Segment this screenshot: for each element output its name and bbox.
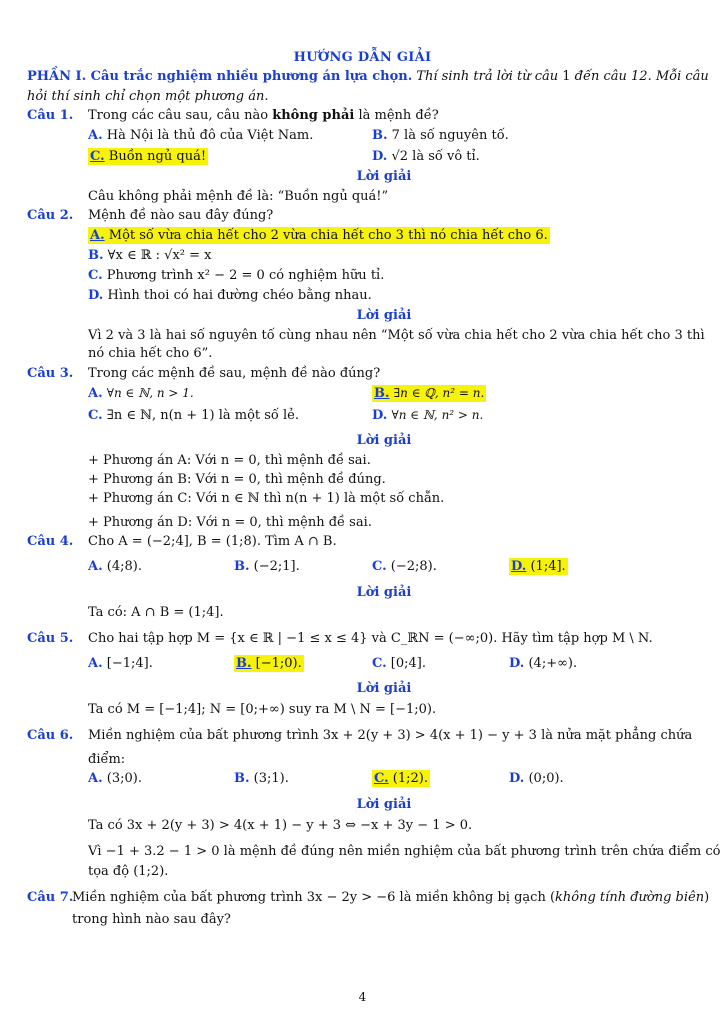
question-6-stem-line1: Miền nghiệm của bất phương trình 3x + 2(y + 3) > 4(x + 1) − y + 3 là nửa mặt phẳng chứa	[88, 728, 693, 743]
q5-option-d: D. (4;+∞).	[509, 656, 578, 671]
q3-option-b: B. ∃n ∈ ℚ, n² = n.	[374, 386, 485, 401]
question-5-stem: Cho hai tập hợp M = {x ∈ ℝ | −1 ≤ x ≤ 4} và C_ℝN = (−∞;0). Hãy tìm tập hợp M \ N.	[88, 631, 653, 646]
q4-option-d: D. (1;4].	[511, 559, 566, 574]
q3-option-b-text: ∃n ∈ ℚ, n² = n.	[393, 386, 485, 400]
q1-option-a-text: Hà Nội là thủ đô của Việt Nam.	[106, 128, 314, 143]
question-6-stem-line2: điểm:	[88, 752, 126, 767]
q6-option-d: D. (0;0).	[509, 771, 564, 786]
q1-stem-a: Trong các câu sau, câu nào	[88, 108, 273, 123]
q1-option-d: D. √2 là số vô tỉ.	[372, 149, 480, 164]
q3-solution-c: + Phương án C: Với n ∈ ℕ thì n(n + 1) là một số chẵn.	[88, 491, 445, 506]
question-3-number: Câu 3.	[27, 366, 74, 381]
q2-option-c: C. Phương trình x² − 2 = 0 có nghiệm hữu tỉ.	[88, 268, 385, 283]
q6-solution-line3: tọa độ (1;2).	[88, 864, 169, 879]
q3-option-a-text: ∀n ∈ ℕ, n > 1.	[106, 386, 194, 400]
q6-solution-label: Lời giải	[356, 797, 412, 812]
q1-solution-label: Lời giải	[356, 169, 412, 184]
q6-option-c-text: (1;2).	[392, 771, 428, 786]
q6-option-a: A. (3;0).	[88, 771, 142, 786]
q4-option-a: A. (4;8).	[88, 559, 142, 574]
q5-solution-text: Ta có M = [−1;4]; N = [0;+∞) suy ra M \ N = [−1;0).	[88, 702, 437, 717]
part-label: PHẦN I. Câu trắc nghiệm nhiều phương án lựa chọn.	[27, 69, 413, 84]
q5-option-a-text: [−1;4].	[106, 656, 153, 671]
q1-solution-text: Câu không phải mệnh đề là: “Buồn ngủ quá!”	[88, 189, 389, 204]
q5-option-c: C. [0;4].	[372, 656, 426, 671]
q4-option-c: C. (−2;8).	[372, 559, 437, 574]
q2-option-d: D. Hình thoi có hai đường chéo bằng nhau.	[88, 288, 372, 303]
q2-option-a: A. Một số vừa chia hết cho 2 vừa chia hết cho 3 thì nó chia hết cho 6.	[90, 228, 548, 243]
question-1-number: Câu 1.	[27, 108, 74, 123]
q3-option-d-text: ∀n ∈ ℕ, n² > n.	[391, 408, 484, 422]
question-7-stem-line2: trong hình nào sau đây?	[72, 912, 231, 927]
part-instruction-line2: hỏi thí sinh chỉ chọn một phương án.	[27, 89, 269, 104]
q7-stem-a: Miền nghiệm của bất phương trình 3x − 2y > −6 là miền không bị gạch (	[72, 890, 556, 905]
q1-stem-bold: không phải	[272, 108, 355, 123]
q1-option-d-text: √2 là số vô tỉ.	[391, 149, 480, 164]
q2-solution-line1: Vì 2 và 3 là hai số nguyên tố cùng nhau nên “Một số vừa chia hết cho 2 vừa chia hết cho 3 thì	[88, 328, 705, 343]
q4-option-c-text: (−2;8).	[390, 559, 437, 574]
q3-solution-a: + Phương án A: Với n = 0, thì mệnh đề sai.	[88, 453, 371, 468]
page-number: 4	[358, 990, 367, 1004]
part-to: đến câu 12. Mỗi câu	[570, 69, 709, 84]
q3-option-a: A. ∀n ∈ ℕ, n > 1.	[88, 386, 194, 401]
q4-option-b-text: (−2;1].	[253, 559, 300, 574]
q5-option-a: A. [−1;4].	[88, 656, 153, 671]
q2-solution-line2: nó chia hết cho 6”.	[88, 346, 213, 361]
question-6-number: Câu 6.	[27, 728, 74, 743]
q6-option-c: C. (1;2).	[374, 771, 428, 786]
q1-option-b-text: 7 là số nguyên tố.	[391, 128, 509, 143]
q5-option-b: B. [−1;0).	[236, 656, 302, 671]
q1-stem-c: là mệnh đề?	[354, 108, 439, 123]
q4-option-d-text: (1;4].	[530, 559, 566, 574]
q4-option-a-text: (4;8).	[106, 559, 142, 574]
page-title: HƯỚNG DẪN GIẢI	[293, 50, 432, 65]
q7-stem-c: )	[704, 890, 710, 905]
q6-option-a-text: (3;0).	[106, 771, 142, 786]
q1-option-c-text: Buồn ngủ quá!	[108, 149, 207, 164]
q5-option-d-text: (4;+∞).	[528, 656, 578, 671]
q6-option-d-text: (0;0).	[528, 771, 564, 786]
q4-option-b: B. (−2;1].	[234, 559, 300, 574]
question-7-stem-line1	[72, 889, 709, 906]
q3-solution-d: + Phương án D: Với n = 0, thì mệnh đề sai.	[88, 515, 372, 530]
question-4-stem: Cho A = (−2;4], B = (1;8). Tìm A ∩ B.	[88, 534, 337, 549]
q4-solution-text: Ta có: A ∩ B = (1;4].	[88, 605, 224, 620]
q2-option-b-text: ∀x ∈ ℝ : √x² = x	[107, 248, 212, 263]
q3-solution-b: + Phương án B: Với n = 0, thì mệnh đề đúng.	[88, 472, 386, 487]
q6-option-b: B. (3;1).	[234, 771, 289, 786]
part-from: 1	[562, 69, 571, 84]
question-5-number: Câu 5.	[27, 631, 74, 646]
q2-option-b: B. ∀x ∈ ℝ : √x² = x	[88, 248, 212, 263]
q1-option-c: C. Buồn ngủ quá!	[90, 149, 207, 164]
question-7-number: Câu 7.	[27, 890, 74, 905]
q1-option-a: A. Hà Nội là thủ đô của Việt Nam.	[88, 128, 314, 143]
part-header	[27, 68, 709, 85]
q2-solution-label: Lời giải	[356, 308, 412, 323]
q5-option-b-text: [−1;0).	[255, 656, 302, 671]
q6-solution-line1: Ta có 3x + 2(y + 3) > 4(x + 1) − y + 3 ⇔ −x + 3y − 1 > 0.	[88, 818, 473, 833]
part-instruction: Thí sinh trả lời từ câu	[412, 69, 563, 84]
question-2-number: Câu 2.	[27, 208, 74, 223]
q6-option-b-text: (3;1).	[253, 771, 289, 786]
q4-solution-label: Lời giải	[356, 585, 412, 600]
q5-solution-label: Lời giải	[356, 681, 412, 696]
q3-option-d: D. ∀n ∈ ℕ, n² > n.	[372, 408, 484, 423]
q5-option-c-text: [0;4].	[390, 656, 426, 671]
question-2-stem: Mệnh đề nào sau đây đúng?	[88, 208, 274, 223]
question-4-number: Câu 4.	[27, 534, 74, 549]
q1-option-b: B. 7 là số nguyên tố.	[372, 128, 509, 143]
question-3-stem: Trong các mệnh đề sau, mệnh đề nào đúng?	[88, 366, 381, 381]
q2-option-d-text: Hình thoi có hai đường chéo bằng nhau.	[107, 288, 372, 303]
question-1-stem	[88, 107, 439, 124]
q3-solution-label: Lời giải	[356, 433, 412, 448]
q3-option-c: C. ∃n ∈ ℕ, n(n + 1) là một số lẻ.	[88, 408, 299, 423]
q3-option-c-text: ∃n ∈ ℕ, n(n + 1) là một số lẻ.	[106, 408, 299, 423]
q6-solution-line2: Vì −1 + 3.2 − 1 > 0 là mệnh đề đúng nên miền nghiệm của bất phương trình trên chứa điểm có	[88, 844, 721, 859]
q7-stem-italic: không tính đường biên	[555, 890, 705, 905]
q2-option-a-text: Một số vừa chia hết cho 2 vừa chia hết cho 3 thì nó chia hết cho 6.	[108, 228, 548, 243]
q2-option-c-text: Phương trình x² − 2 = 0 có nghiệm hữu tỉ.	[106, 268, 385, 283]
